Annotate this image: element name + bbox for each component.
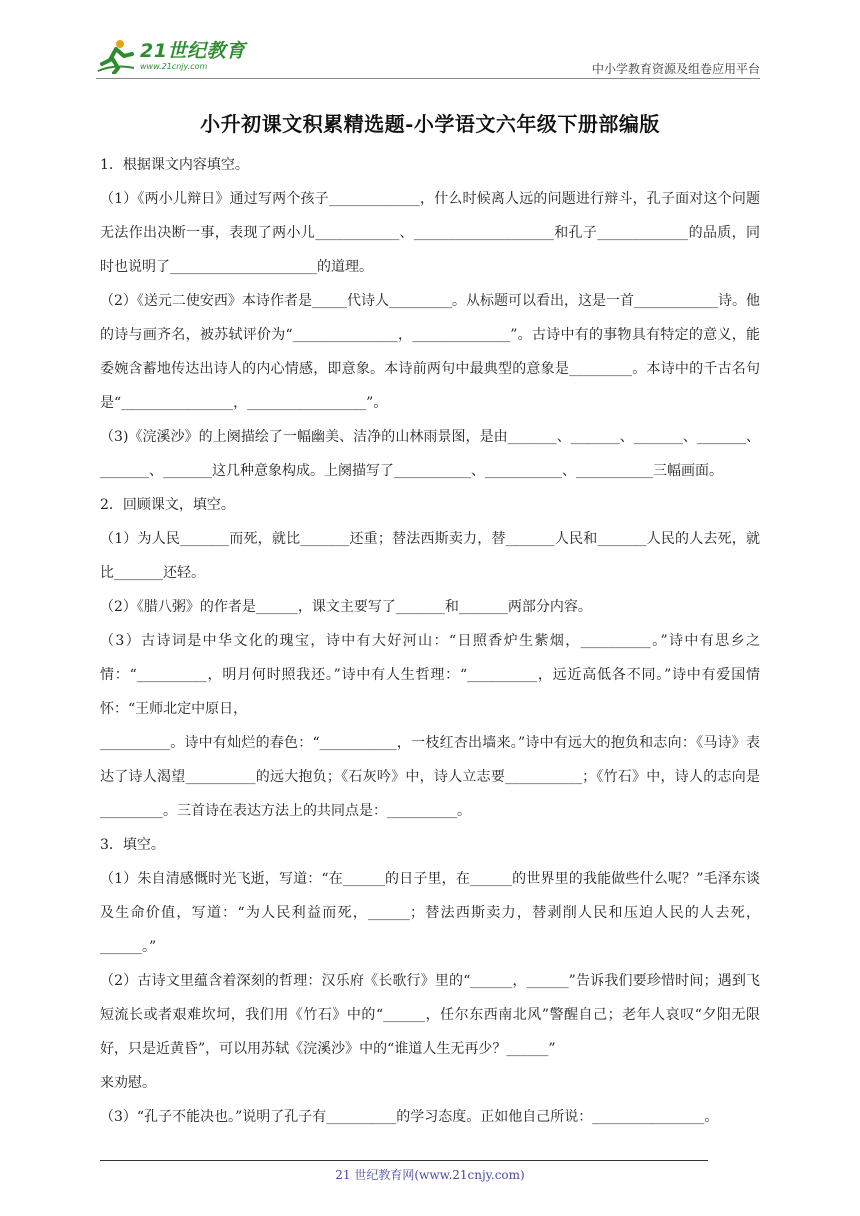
question-2-part-3: （3）古诗词是中华文化的瑰宝，诗中有大好河山：“日照香炉生紫烟，__________。”诗中有思乡之情：“__________，明月何时照我还。”诗中有人生哲理：“__________，远近高低各不同。”诗中有爱国情怀：“王师北定中原日，	[100, 633, 760, 717]
logo-text: 21世纪教育	[140, 39, 246, 62]
page-footer: 21 世纪教育网(www.21cnjy.com)	[335, 1168, 525, 1182]
question-3-part-2: （2）古诗文里蕴含着深刻的哲理：汉乐府《长歌行》里的“______，______”告诉我们要珍惜时间；遇到飞短流长或者艰难坎坷，我们用《竹石》中的“______，任尔东西南北风”警醒自己；老年人哀叹“夕阳无限好，只是近黄昏”，可以用苏轼《浣溪沙》中的“谁道人生无再少？______”	[100, 973, 760, 1057]
question-2-part-1: （1）为人民_______而死，就比_______还重；替法西斯卖力，替_______人民和_______人民的人去死，就比_______还轻。	[100, 531, 760, 581]
question-3-part-2-continued: 来劝慰。	[100, 1075, 156, 1091]
question-1-heading: 1．根据课文内容填空。	[100, 157, 249, 173]
document-body	[100, 148, 760, 1134]
runner-logo-icon	[96, 38, 136, 74]
question-1-part-2: （2）《送元二使安西》本诗作者是_____代诗人_________。从标题可以看出，这是一首____________诗。他的诗与画齐名，被苏轼评价为“_______________，______________”。古诗中有的事物具有特定的意义，能委婉含蓄地传达出诗人的内心情感，即意象。本诗前两句中最典型的意象是_________。本诗中的千古名句是“________________，_________________”。	[100, 293, 760, 411]
question-2-part-2: （2）《腊八粥》的作者是______，课文主要写了_______和_______两部分内容。	[100, 599, 592, 615]
platform-label: 中小学教育资源及组卷应用平台	[591, 62, 760, 76]
question-2-part-3-continued: __________。诗中有灿烂的春色：“___________，一枝红杏出墙来。”诗中有远大的抱负和志向：《马诗》表达了诗人渴望__________的远大抱负；《石灰吟》中，诗人立志要___________；《竹石》中，诗人的志向是_________。三首诗在表达方法上的共同点是：__________。	[100, 735, 760, 819]
question-1-part-3: （3)《浣溪沙》的上阕描绘了一幅幽美、洁净的山林雨景图，是由_______、_______、_______、_______、_______、_______这几种意象构成。上阕描写了___________、___________、___________三幅画面。	[100, 429, 760, 479]
page-title: 小升初课文积累精选题-小学语文六年级下册部编版	[200, 112, 660, 136]
brand-logo	[96, 36, 245, 76]
question-1-part-1: （1）《两小儿辩日》通过写两个孩子_____________，什么时候离人远的问题进行辩斗，孔子面对这个问题无法作出决断一事，表现了两小儿____________、____________________和孔子_____________的品质，同时也说明了_____________________的道理。	[100, 191, 760, 275]
header-divider	[96, 78, 760, 79]
question-3-part-3: （3）“孔子不能决也。”说明了孔子有__________的学习态度。正如他自己所说：________________。	[100, 1109, 719, 1125]
question-3-part-1: （1）朱自清感慨时光飞逝，写道：“在______的日子里，在______的世界里的我能做些什么呢？”毛泽东谈及生命价值，写道：“为人民利益而死，______；替法西斯卖力，替剥削人民和压迫人民的人去死，______。”	[100, 871, 760, 955]
logo-url: www.21cnjy.com	[140, 61, 208, 71]
question-3-heading: 3．填空。	[100, 837, 165, 853]
footer-divider	[100, 1160, 708, 1161]
question-2-heading: 2．回顾课文，填空。	[100, 497, 235, 513]
page-header	[96, 36, 760, 80]
